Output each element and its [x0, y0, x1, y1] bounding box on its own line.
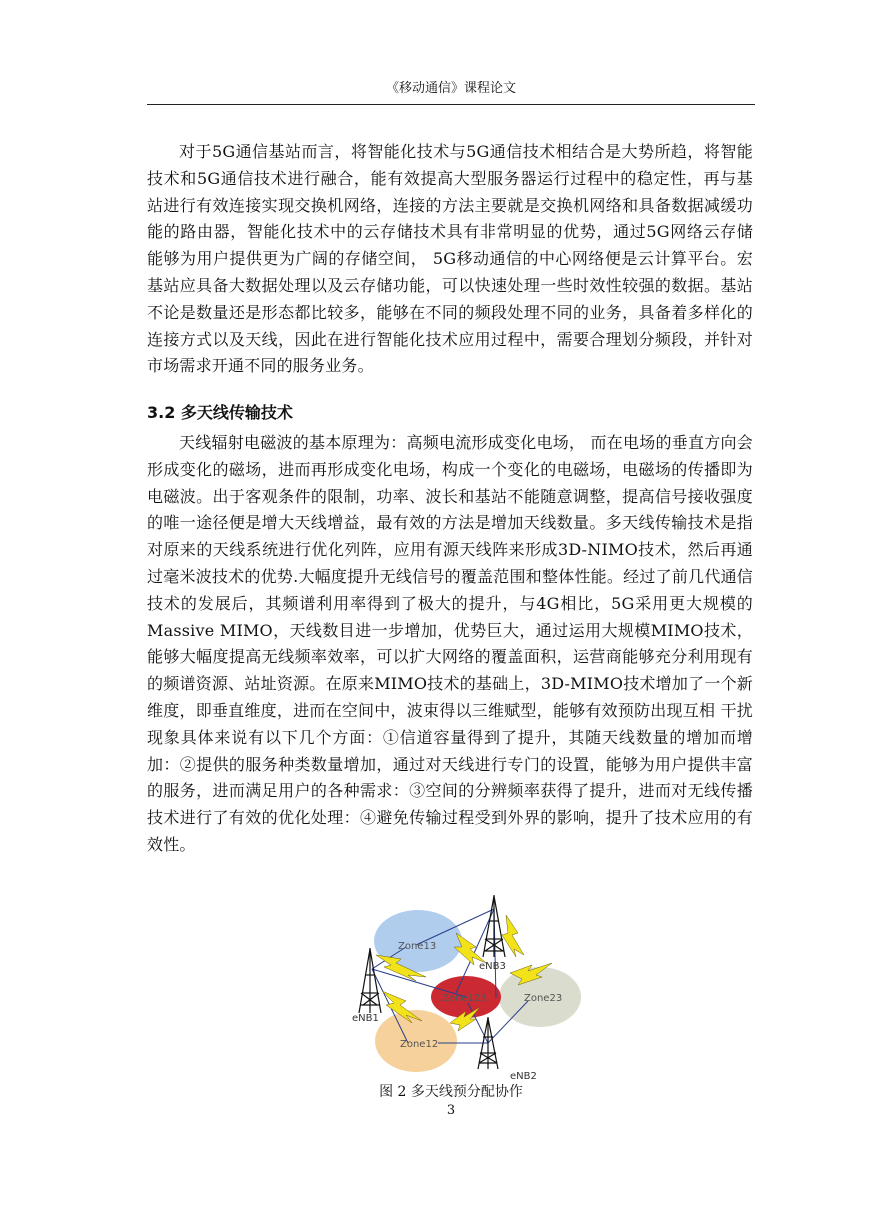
enb2-label: eNB2: [510, 1071, 537, 1081]
page-number: 3: [446, 1103, 456, 1118]
zone13-label: Zone13: [398, 941, 437, 952]
figure-multi-antenna-diagram: [346, 893, 582, 1081]
section-heading: 3.2 多天线传输技术: [147, 403, 293, 422]
paragraph-2: 天线辐射电磁波的基本原理为：高频电流形成变化电场， 而在电场的垂直方向会形成变化的磁场，进而再形成变化电场，构成一个变化的电磁场，电磁场的传播即为电磁波。出于客观条件的限制，功率、波长和基站不能随意调整，提高信号接收强度的唯一途径便是增大天线增益，最有效的方法是增加天线数量。多天线传输技术是指对原来的天线系统进行优化列阵，应用有源天线阵来形成3D-NIMO技术，然后再通过毫米波技术的优势.大幅度提升无线信号的覆盖范围和整体性能。经过了前几代通信技术的发展后，其频谱利用率得到了极大的提升，与4G相比，5G采用更大规模的Massive MIMO，天线数目进一步增加，优势巨大，通过运用大规模MIMO技术，能够大幅度提高无线频率效率，可以扩大网络的覆盖面积，运营商能够充分利用现有的频谱资源、站址资源。在原来MIMO技术的基础上，3D-MIMO技术增加了一个新维度，即垂直维度，进而在空间中，波束得以三维赋型，能够有效预防出现互相 干扰现象具体来说有以下几个方面：①信道容量得到了提升，其随天线数量的增加而增加：②提供的服务种类数量增加，通过对天线进行专门的设置，能够为用户提供丰富的服务，进而满足用户的各种需求：③空间的分辨频率获得了提升，进而对无线传播技术进行了有效的优化处理：④避免传输过程受到外界的影响，提升了技术应用的有效性。: [147, 433, 753, 854]
paragraph-1: 对于5G通信基站而言，将智能化技术与5G通信技术相结合是大势所趋，将智能技术和5G通信技术进行融合，能有效提高大型服务器运行过程中的稳定性，再与基站进行有效连接实现交换机网络，连接的方法主要就是交换机网络和具备数据减缓功能的路由器，智能化技术中的云存储技术具有非常明显的优势，通过5G网络云存储能够为用户提供更为广阔的存储空间， 5G移动通信的中心网络便是云计算平台。宏基站应具备大数据处理以及云存储功能，可以快速处理一些时效性较强的数据。基站不论是数量还是形态都比较多，能够在不同的频段处理不同的业务，具备着多样化的连接方式以及天线，因此在进行智能化技术应用过程中，需要合理划分频段，并针对市场需求开通不同的服务业务。: [147, 142, 753, 376]
zone23-label: Zone23: [524, 993, 563, 1004]
zone123-label: Zone123: [442, 993, 487, 1004]
header-rule: [147, 104, 755, 105]
figure-caption: 图 2 多天线预分配协作: [379, 1084, 523, 1100]
running-header: 《移动通信》课程论文: [385, 81, 516, 96]
enb1-label: eNB1: [352, 1013, 379, 1024]
enb3-label: eNB3: [479, 961, 506, 972]
zone12-label: Zone12: [400, 1039, 439, 1050]
